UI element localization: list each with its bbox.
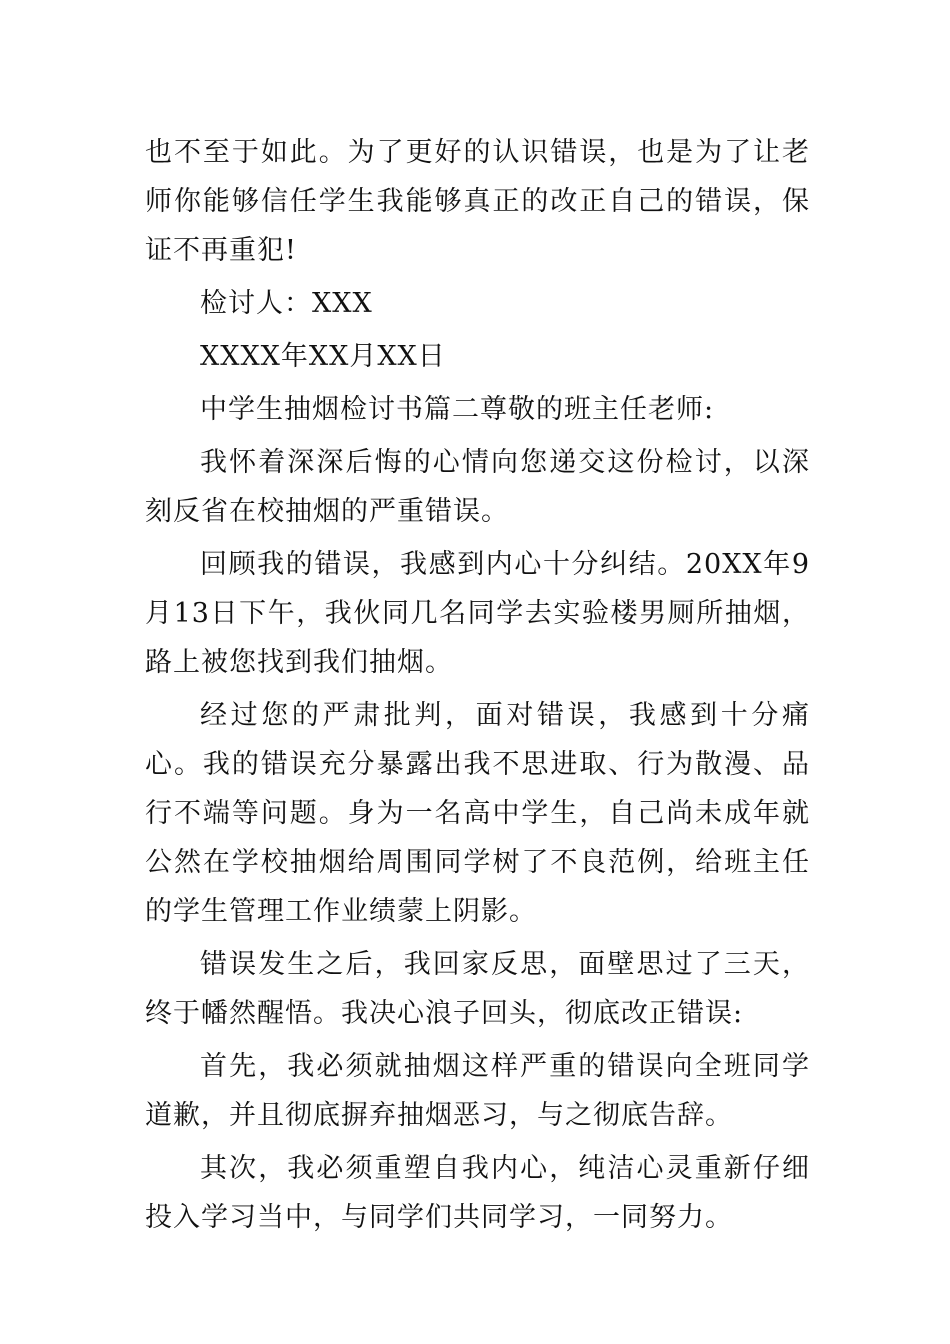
document-body (145, 128, 810, 1246)
paragraph-second-point: 其次，我必须重塑自我内心，纯洁心灵重新仔细投入学习当中，与同学们共同学习，一同努力。 (145, 1153, 810, 1233)
section-heading-salutation: 中学生抽烟检讨书篇二尊敬的班主任老师: (200, 394, 715, 425)
signature-line: 检讨人：XXX (200, 288, 373, 319)
paragraph-intro: 我怀着深深后悔的心情向您递交这份检讨，以深刻反省在校抽烟的严重错误。 (145, 447, 810, 527)
paragraph-reflection: 经过您的严肃批判，面对错误，我感到十分痛心。我的错误充分暴露出我不思进取、行为散漫、品行不端等问题。身为一名高中学生，自己尚未成年就公然在学校抽烟给周围同学树了不良范例，给班主任的学生管理工作业绩蒙上阴影。 (145, 700, 810, 927)
paragraph-first-point: 首先，我必须就抽烟这样严重的错误向全班同学道歉，并且彻底摒弃抽烟恶习，与之彻底告辞。 (145, 1051, 810, 1131)
paragraph-resolution: 错误发生之后，我回家反思，面壁思过了三天，终于幡然醒悟。我决心浪子回头，彻底改正错误: (145, 949, 810, 1029)
paragraph-continuation: 也不至于如此。为了更好的认识错误，也是为了让老师你能够信任学生我能够真正的改正自己的错误，保证不再重犯! (145, 137, 810, 266)
date-line: XXXX年XX月XX日 (200, 341, 446, 372)
paragraph-review: 回顾我的错误，我感到内心十分纠结。20XX年9月13日下午，我伙同几名同学去实验楼男厕所抽烟，路上被您找到我们抽烟。 (145, 549, 810, 678)
